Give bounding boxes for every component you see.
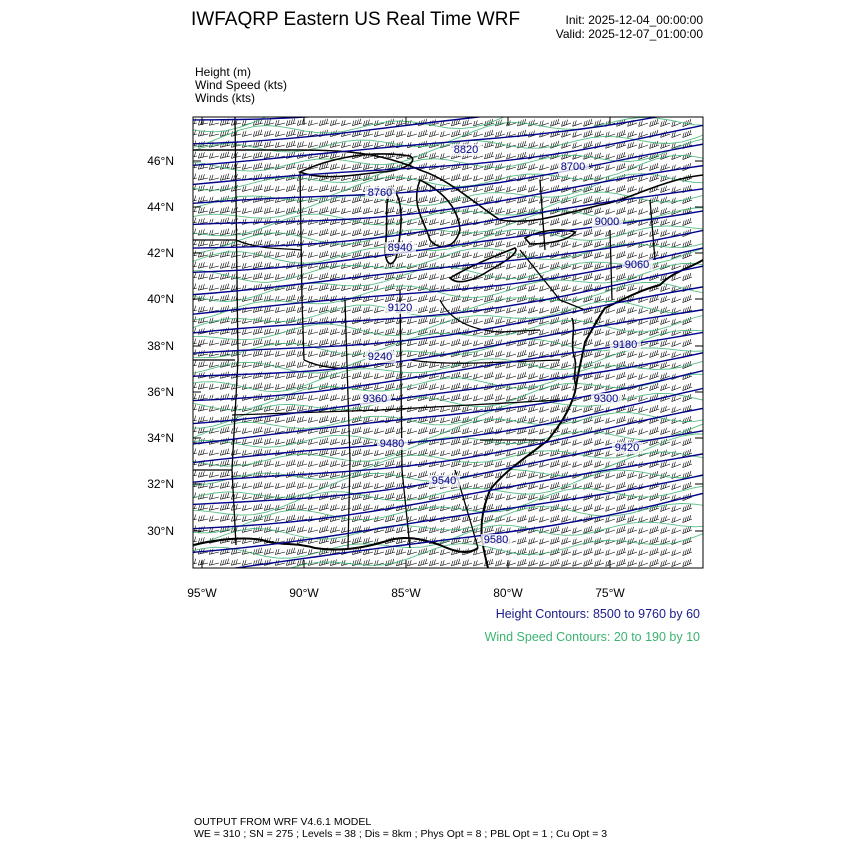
wind-speed-contours (188, 80, 708, 577)
height-contour-label: 9240 (367, 351, 393, 363)
height-contour-label: 9480 (379, 438, 405, 450)
height-contour-line (188, 124, 708, 185)
latitude-label: 46°N (147, 154, 174, 168)
height-contour-label: 9580 (483, 534, 509, 546)
init-time: Init: 2025-12-04_00:00:00 (565, 13, 703, 27)
latitude-label: 36°N (147, 385, 174, 399)
latitude-label: 38°N (147, 339, 174, 353)
legend-height-contours: Height Contours: 8500 to 9760 by 60 (495, 607, 700, 621)
wind-speed-contour-line (188, 374, 708, 428)
longitude-label: 85°W (391, 586, 421, 600)
height-contour-label: 8760 (367, 187, 393, 199)
longitude-label: 95°W (187, 586, 217, 600)
latitude-label: 32°N (147, 477, 174, 491)
latitude-labels (147, 154, 174, 538)
height-contour-label: 9180 (612, 339, 638, 351)
height-contour-label: 9000 (594, 216, 620, 228)
longitude-label: 80°W (493, 586, 523, 600)
plot-title: IWFAQRP Eastern US Real Time WRF (191, 9, 521, 30)
height-contour-line (188, 67, 708, 120)
latitude-label: 44°N (147, 200, 174, 214)
height-contour-line (188, 492, 708, 574)
height-contour-label: 9540 (431, 475, 457, 487)
valid-time: Valid: 2025-12-07_01:00:00 (555, 27, 703, 41)
height-contour-label: 9060 (624, 259, 650, 271)
field-label-height: Height (m) (195, 65, 252, 79)
latitude-label: 30°N (147, 524, 174, 538)
latitude-label: 42°N (147, 246, 174, 260)
height-contour-label: 9360 (362, 393, 388, 405)
height-contour-label: 8700 (560, 161, 586, 173)
height-contour-line (188, 143, 708, 204)
footer-model-settings: WE = 310 ; SN = 275 ; Levels = 38 ; Dis = 8km ; Phys Opt = 8 ; PBL Opt = 1 ; Cu Opt = 3 (194, 828, 608, 840)
height-contour-label: 8820 (453, 144, 479, 156)
latitude-label: 34°N (147, 431, 174, 445)
field-label-winds: Winds (kts) (195, 91, 255, 105)
longitude-label: 75°W (595, 586, 625, 600)
longitude-labels (187, 586, 625, 600)
footer-model-info: OUTPUT FROM WRF V4.6.1 MODEL (194, 816, 372, 828)
height-contours (188, 67, 708, 574)
wind-speed-contour-line (188, 485, 708, 533)
field-label-wind-speed: Wind Speed (kts) (195, 78, 288, 92)
longitude-label: 90°W (289, 586, 319, 600)
height-contour-label: 9120 (387, 302, 413, 314)
height-contour-label: 9420 (614, 442, 640, 454)
latitude-label: 40°N (147, 292, 174, 306)
lake-erie-outline (450, 248, 516, 282)
wind-speed-contour-line (188, 80, 708, 132)
legend-wind-speed-contours: Wind Speed Contours: 20 to 190 by 10 (484, 630, 700, 644)
height-contour-label: 8940 (387, 242, 413, 254)
height-contour-label: 9300 (593, 393, 619, 405)
